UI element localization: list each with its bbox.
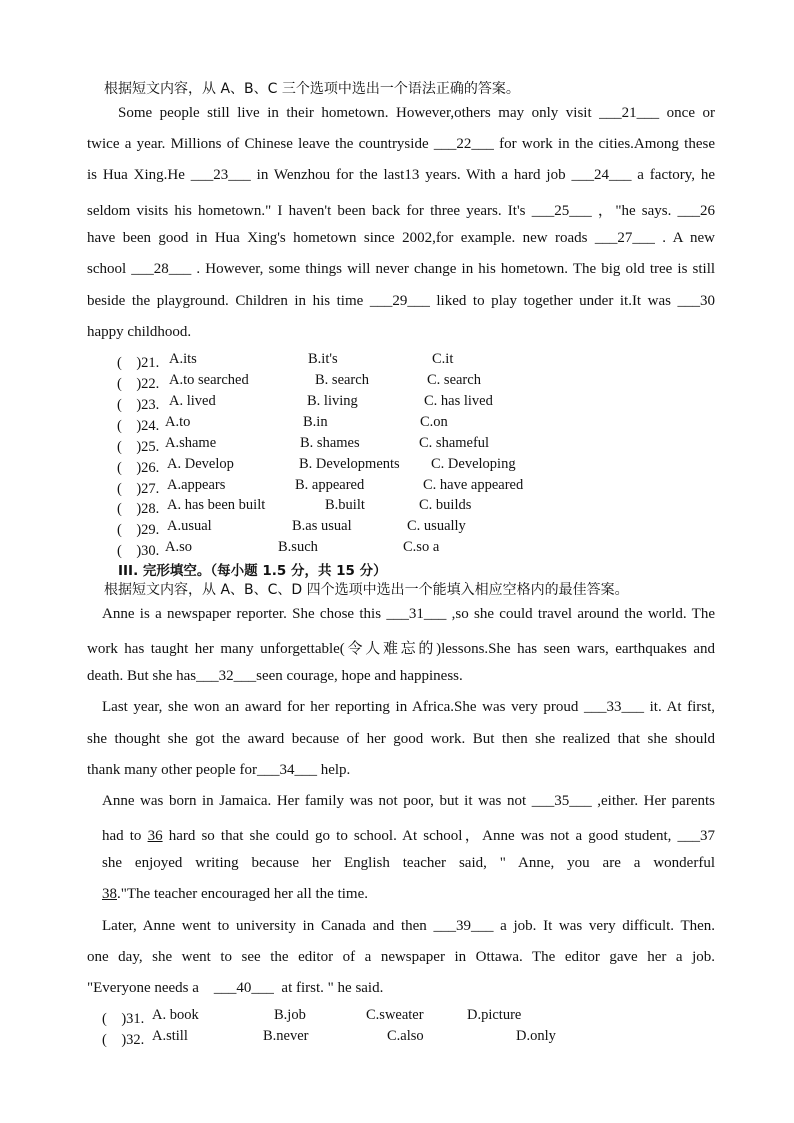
question-num: ( )25. bbox=[117, 439, 160, 455]
question-num: ( )30. bbox=[117, 543, 160, 559]
option-d: D.only bbox=[516, 1028, 556, 1044]
question-num: ( )31. bbox=[102, 1011, 145, 1027]
option-c: C.sweater bbox=[366, 1007, 424, 1023]
option-c: C. builds bbox=[419, 497, 472, 513]
option-a: A.still bbox=[152, 1028, 188, 1044]
blank-33: ___33___ bbox=[584, 699, 644, 715]
blank-26: ___26 bbox=[677, 203, 716, 219]
blank-28: ___28___ bbox=[131, 261, 192, 277]
option-b: B.job bbox=[274, 1007, 306, 1023]
cloze-line-7: Anne was born in Jamaica. Her family was not poor, but it was not ___35___ ,either. Her parents bbox=[102, 793, 715, 809]
passage-line-6: school ___28___ . However, some things will never change in his hometown. The big old tree is still bbox=[87, 261, 716, 277]
cloze-line-10: 38."The teacher encouraged her all the time. bbox=[102, 886, 368, 902]
option-a: A.appears bbox=[167, 477, 226, 493]
option-a: A.so bbox=[165, 539, 192, 555]
option-a: A. Develop bbox=[167, 456, 234, 472]
option-d: D.picture bbox=[467, 1007, 522, 1023]
blank-39: ___39___ bbox=[433, 918, 494, 934]
passage-line-3: is Hua Xing.He ___23___ in Wenzhou for the last13 years. With a hard job ___24___ a factory, he bbox=[87, 167, 716, 183]
question-num: ( )32. bbox=[102, 1032, 145, 1048]
option-b: B.never bbox=[263, 1028, 309, 1044]
blank-22: ___22___ bbox=[433, 136, 494, 152]
blank-36: 36 bbox=[147, 828, 163, 844]
blank-29: ___29___ bbox=[369, 293, 430, 309]
blank-31: ___31___ bbox=[386, 606, 447, 622]
cloze-line-8: had to 36 hard so that she could go to school. At school，Anne was not a good student, ___37 bbox=[102, 828, 716, 844]
option-c: C. have appeared bbox=[423, 477, 524, 493]
option-a: A.usual bbox=[167, 518, 212, 534]
passage-line-4: seldom visits his hometown." I haven't been back for three years. It's ___25___ ，"he says. ___26 bbox=[87, 203, 716, 219]
option-b: B.built bbox=[325, 497, 365, 513]
question-num: ( )29. bbox=[117, 522, 160, 538]
blank-37: ___37 bbox=[677, 828, 716, 844]
section3-instruction: 根据短文内容，从 A、B、C、D 四个选项中选出一个能填入相应空格内的最佳答案。 bbox=[104, 582, 629, 598]
question-num: ( )22. bbox=[117, 376, 160, 392]
cloze-line-6: thank many other people for___34___ help. bbox=[87, 762, 351, 778]
cloze-line-1: Anne is a newspaper reporter. She chose this ___31___ ,so she could travel around the world. The bbox=[102, 606, 716, 622]
blank-40: ___40___ bbox=[213, 980, 274, 996]
option-c: C.also bbox=[387, 1028, 424, 1044]
question-num: ( )24. bbox=[117, 418, 160, 434]
blank-21: ___21___ bbox=[599, 105, 660, 121]
blank-27: ___27___ bbox=[594, 230, 655, 246]
cloze-line-3: death. But she has___32___seen courage, hope and happiness. bbox=[87, 668, 463, 684]
cloze-line-9: she enjoyed writing because her English teacher said, " Anne, you are a wonderful bbox=[102, 855, 715, 871]
option-a: A.shame bbox=[165, 435, 217, 451]
option-c: C.it bbox=[432, 351, 454, 367]
option-b: B. living bbox=[307, 393, 358, 409]
section3-heading: III. 完形填空。（每小题 1.5 分，共 15 分） bbox=[118, 563, 387, 579]
option-c: C.so a bbox=[403, 539, 440, 555]
section2-instruction: 根据短文内容，从 A、B、C 三个选项中选出一个语法正确的答案。 bbox=[104, 81, 520, 97]
option-c: C. Developing bbox=[431, 456, 516, 472]
blank-30: ___30 bbox=[677, 293, 716, 309]
passage-line-5: have been good in Hua Xing's hometown since 2002,for example. new roads ___27___ . A new bbox=[87, 230, 715, 246]
cloze-line-13: "Everyone needs a ___40___ at first. " he said. bbox=[87, 980, 384, 996]
passage-line-1: Some people still live in their hometown. However,others may only visit ___21___ once or bbox=[118, 105, 715, 121]
blank-32: ___32___ bbox=[196, 668, 257, 684]
option-a: A.to bbox=[165, 414, 191, 430]
option-c: C.on bbox=[420, 414, 448, 430]
option-a: A.its bbox=[169, 351, 197, 367]
option-a: A. lived bbox=[169, 393, 216, 409]
option-a: A. book bbox=[152, 1007, 199, 1023]
question-num: ( )28. bbox=[117, 501, 160, 517]
blank-24: ___24___ bbox=[571, 167, 632, 183]
passage-line-8: happy childhood. bbox=[87, 324, 192, 340]
option-b: B.in bbox=[303, 414, 328, 430]
cloze-line-2: work has taught her many unforgettable(令人难忘的)lessons.She has seen wars, earthquakes and bbox=[87, 641, 715, 657]
option-b: B.such bbox=[278, 539, 318, 555]
option-b: B. Developments bbox=[299, 456, 400, 472]
passage-line-7: beside the playground. Children in his time ___29___ liked to play together under it.It was ___30 bbox=[87, 293, 716, 309]
option-c: C. has lived bbox=[424, 393, 493, 409]
option-a: A. has been built bbox=[167, 497, 266, 513]
option-c: C. search bbox=[427, 372, 481, 388]
question-num: ( )23. bbox=[117, 397, 160, 413]
blank-23: ___23___ bbox=[190, 167, 251, 183]
cloze-line-11: Later, Anne went to university in Canada and then ___39___ a job. It was very difficult. Then. bbox=[102, 918, 716, 934]
cloze-line-12: one day, she went to see the editor of a newspaper in Ottawa. The editor gave her a job. bbox=[87, 949, 715, 965]
question-num: ( )27. bbox=[117, 481, 160, 497]
cloze-line-4: Last year, she won an award for her reporting in Africa.She was very proud ___33___ it. At first, bbox=[102, 699, 716, 715]
blank-25: ___25___ bbox=[531, 203, 592, 219]
cloze-line-5: she thought she got the award because of her good work. But then she realized that she should bbox=[87, 731, 715, 747]
option-b: B. search bbox=[315, 372, 369, 388]
option-b: B.it's bbox=[308, 351, 338, 367]
option-b: B.as usual bbox=[292, 518, 352, 534]
passage-line-2: twice a year. Millions of Chinese leave the countryside ___22___ for work in the cities.Among these bbox=[87, 136, 715, 152]
option-b: B. appeared bbox=[295, 477, 365, 493]
question-num: ( )26. bbox=[117, 460, 160, 476]
blank-38: 38 bbox=[102, 886, 117, 902]
option-c: C. shameful bbox=[419, 435, 490, 451]
blank-34: ___34___ bbox=[256, 762, 317, 778]
option-b: B. shames bbox=[300, 435, 360, 451]
question-num: ( )21. bbox=[117, 355, 160, 371]
blank-35: ___35___ bbox=[531, 793, 592, 809]
option-c: C. usually bbox=[407, 518, 466, 534]
option-a: A.to searched bbox=[169, 372, 249, 388]
